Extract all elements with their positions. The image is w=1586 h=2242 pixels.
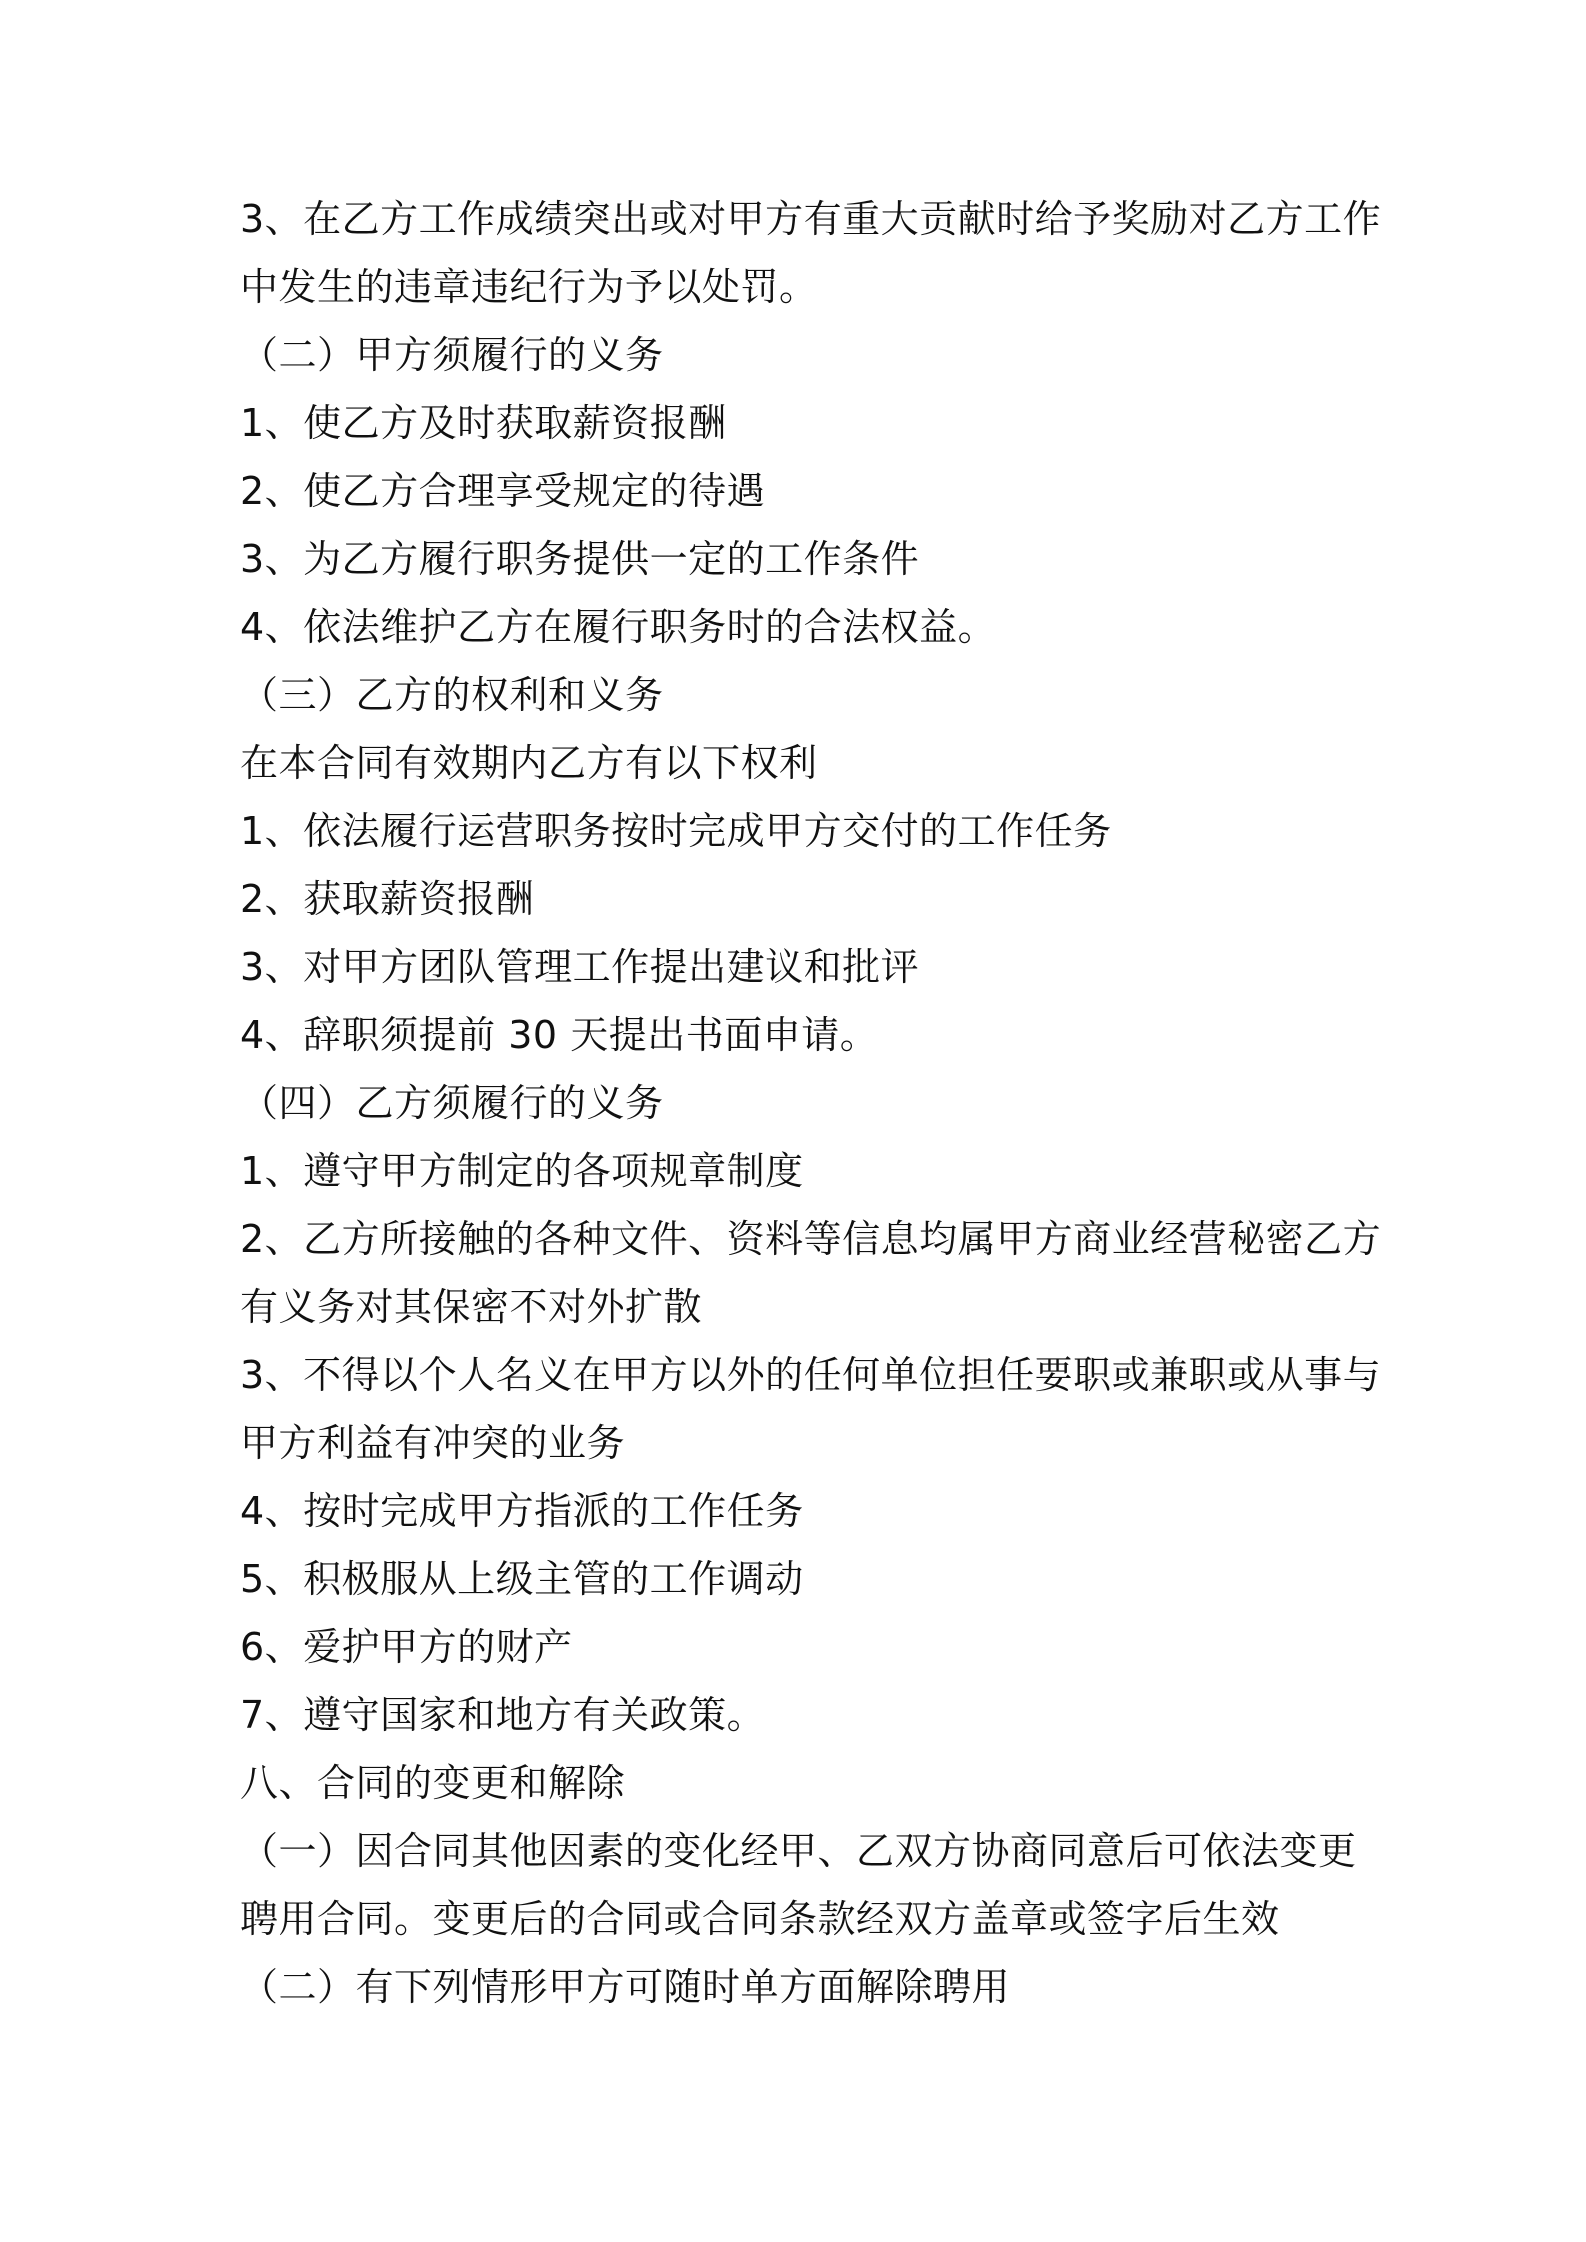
- clause-line: 甲方利益有冲突的业务: [240, 1421, 626, 1465]
- clause-line: 1、使乙方及时获取薪资报酬: [240, 401, 727, 445]
- clause-line: 2、获取薪资报酬: [240, 877, 535, 921]
- clause-line: 4、辞职须提前 30 天提出书面申请。: [240, 1013, 879, 1057]
- clause-line: 在本合同有效期内乙方有以下权利: [240, 741, 818, 785]
- section-heading: （二）有下列情形甲方可随时单方面解除聘用: [240, 1965, 1011, 2009]
- section-heading: （二）甲方须履行的义务: [240, 333, 664, 377]
- clause-line: 6、爱护甲方的财产: [240, 1625, 573, 1669]
- clause-line: 3、对甲方团队管理工作提出建议和批评: [240, 945, 920, 989]
- clause-line: 3、在乙方工作成绩突出或对甲方有重大贡献时给予奖励对乙方工作: [240, 197, 1382, 241]
- clause-line: 3、为乙方履行职务提供一定的工作条件: [240, 537, 920, 581]
- clause-line: 4、依法维护乙方在履行职务时的合法权益。: [240, 605, 997, 649]
- clause-line: 聘用合同。变更后的合同或合同条款经双方盖章或签字后生效: [240, 1897, 1280, 1941]
- document-body: [240, 185, 1382, 2021]
- clause-line: 有义务对其保密不对外扩散: [240, 1285, 703, 1329]
- clause-line: 2、使乙方合理享受规定的待遇: [240, 469, 766, 513]
- clause-line: 3、不得以个人名义在甲方以外的任何单位担任要职或兼职或从事与: [240, 1353, 1382, 1397]
- section-heading: （一）因合同其他因素的变化经甲、乙双方协商同意后可依法变更: [240, 1829, 1357, 1873]
- section-heading: （四）乙方须履行的义务: [240, 1081, 664, 1125]
- clause-line: 1、遵守甲方制定的各项规章制度: [240, 1149, 804, 1193]
- section-heading: （三）乙方的权利和义务: [240, 673, 664, 717]
- clause-line: 中发生的违章违纪行为予以处罚。: [240, 265, 818, 309]
- clause-line: 5、积极服从上级主管的工作调动: [240, 1557, 804, 1601]
- clause-line: 2、乙方所接触的各种文件、资料等信息均属甲方商业经营秘密乙方: [240, 1217, 1382, 1261]
- clause-line: 7、遵守国家和地方有关政策。: [240, 1693, 766, 1737]
- chapter-heading: 八、合同的变更和解除: [240, 1761, 626, 1805]
- clause-line: 4、按时完成甲方指派的工作任务: [240, 1489, 804, 1533]
- clause-line: 1、依法履行运营职务按时完成甲方交付的工作任务: [240, 809, 1112, 853]
